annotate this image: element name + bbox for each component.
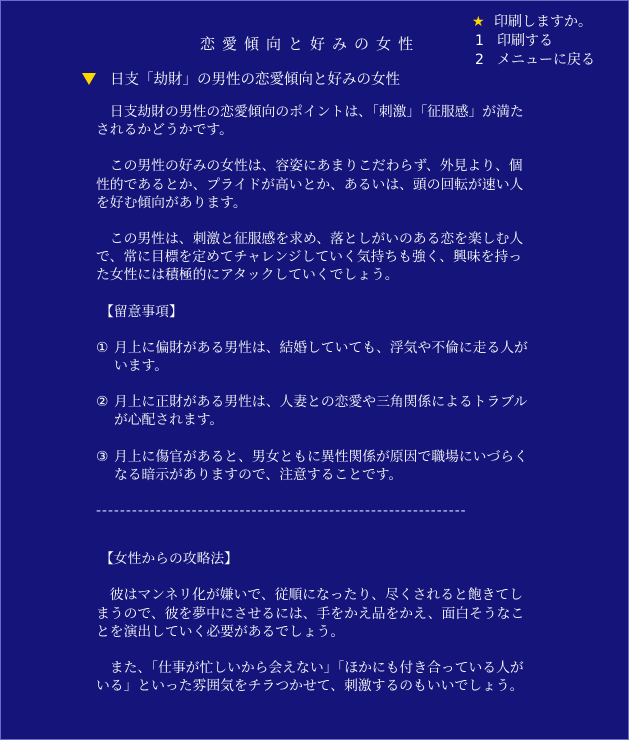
note-item xyxy=(96,448,532,484)
divider: -------------------------------------------------------------- xyxy=(96,503,467,520)
paragraph: 日支劫財の男性の恋愛傾向のポイントは、「刺激」「征服感」が満たされるかどうかです。 xyxy=(96,104,524,139)
print-link[interactable]: 印刷する xyxy=(497,33,553,49)
notes-label: 【留意事項】 xyxy=(100,303,183,320)
page-title: 恋愛傾向と好みの女性 xyxy=(200,35,421,53)
note-marker: ① xyxy=(96,339,109,356)
section-heading-text: 日支「劫財」の男性の恋愛傾向と好みの女性 xyxy=(110,72,400,88)
note-item xyxy=(96,339,532,375)
menu-item-number: 2 xyxy=(475,52,484,68)
back-menu-item[interactable] xyxy=(472,51,595,70)
section-heading xyxy=(82,68,400,89)
note-text: 月上に正財がある男性は、人妻との恋愛や三角関係によるトラブルが心配されます。 xyxy=(113,394,528,429)
print-menu-item[interactable] xyxy=(472,32,595,51)
note-marker: ② xyxy=(96,394,109,411)
print-prompt xyxy=(472,13,595,32)
paragraph: この男性は、刺激と征服感を求め、落としがいのある恋を楽しむ人で、常に目標を定めてチャレンジしていく気持ちも強く、興味を持った女性には積極的にアタックしていくでしょう。 xyxy=(96,231,524,284)
star-icon: ★ xyxy=(472,14,485,30)
paragraph: 彼はマンネリ化が嫌いで、従順になったり、尽くされると飽きてしまうので、彼を夢中にさせるには、手をかえ品をかえ、面白そうなことを演出していく必要があるでしょう。 xyxy=(96,587,525,640)
note-marker: ③ xyxy=(96,448,109,465)
triangle-down-icon xyxy=(82,73,96,85)
note-text: 月上に傷官があると、男女ともに異性関係が原因で職場にいづらくなる暗示がありますので、注意することです。 xyxy=(113,448,528,483)
main-content xyxy=(96,103,532,713)
back-to-menu-link[interactable]: メニューに戻る xyxy=(497,52,595,68)
print-prompt-label: 印刷しますか。 xyxy=(494,14,592,30)
paragraph: この男性の好みの女性は、容姿にあまりこだわらず、外見より、個性的であるとか、プライドが高いとか、あるいは、頭の回転が速い人を好む傾向があります。 xyxy=(96,158,524,211)
print-menu xyxy=(472,13,595,70)
paragraph: また、「仕事が忙しいから会えない」「ほかにも付き合っている人がいる」といった雰囲気をチラつかせて、刺激するのもいいでしょう。 xyxy=(96,660,524,695)
note-text: 月上に偏財がある男性は、結婚していても、浮気や不倫に走る人がいます。 xyxy=(113,339,528,375)
menu-item-number: 1 xyxy=(475,33,484,49)
note-item xyxy=(96,393,532,429)
strategy-label: 【女性からの攻略法】 xyxy=(100,551,238,568)
